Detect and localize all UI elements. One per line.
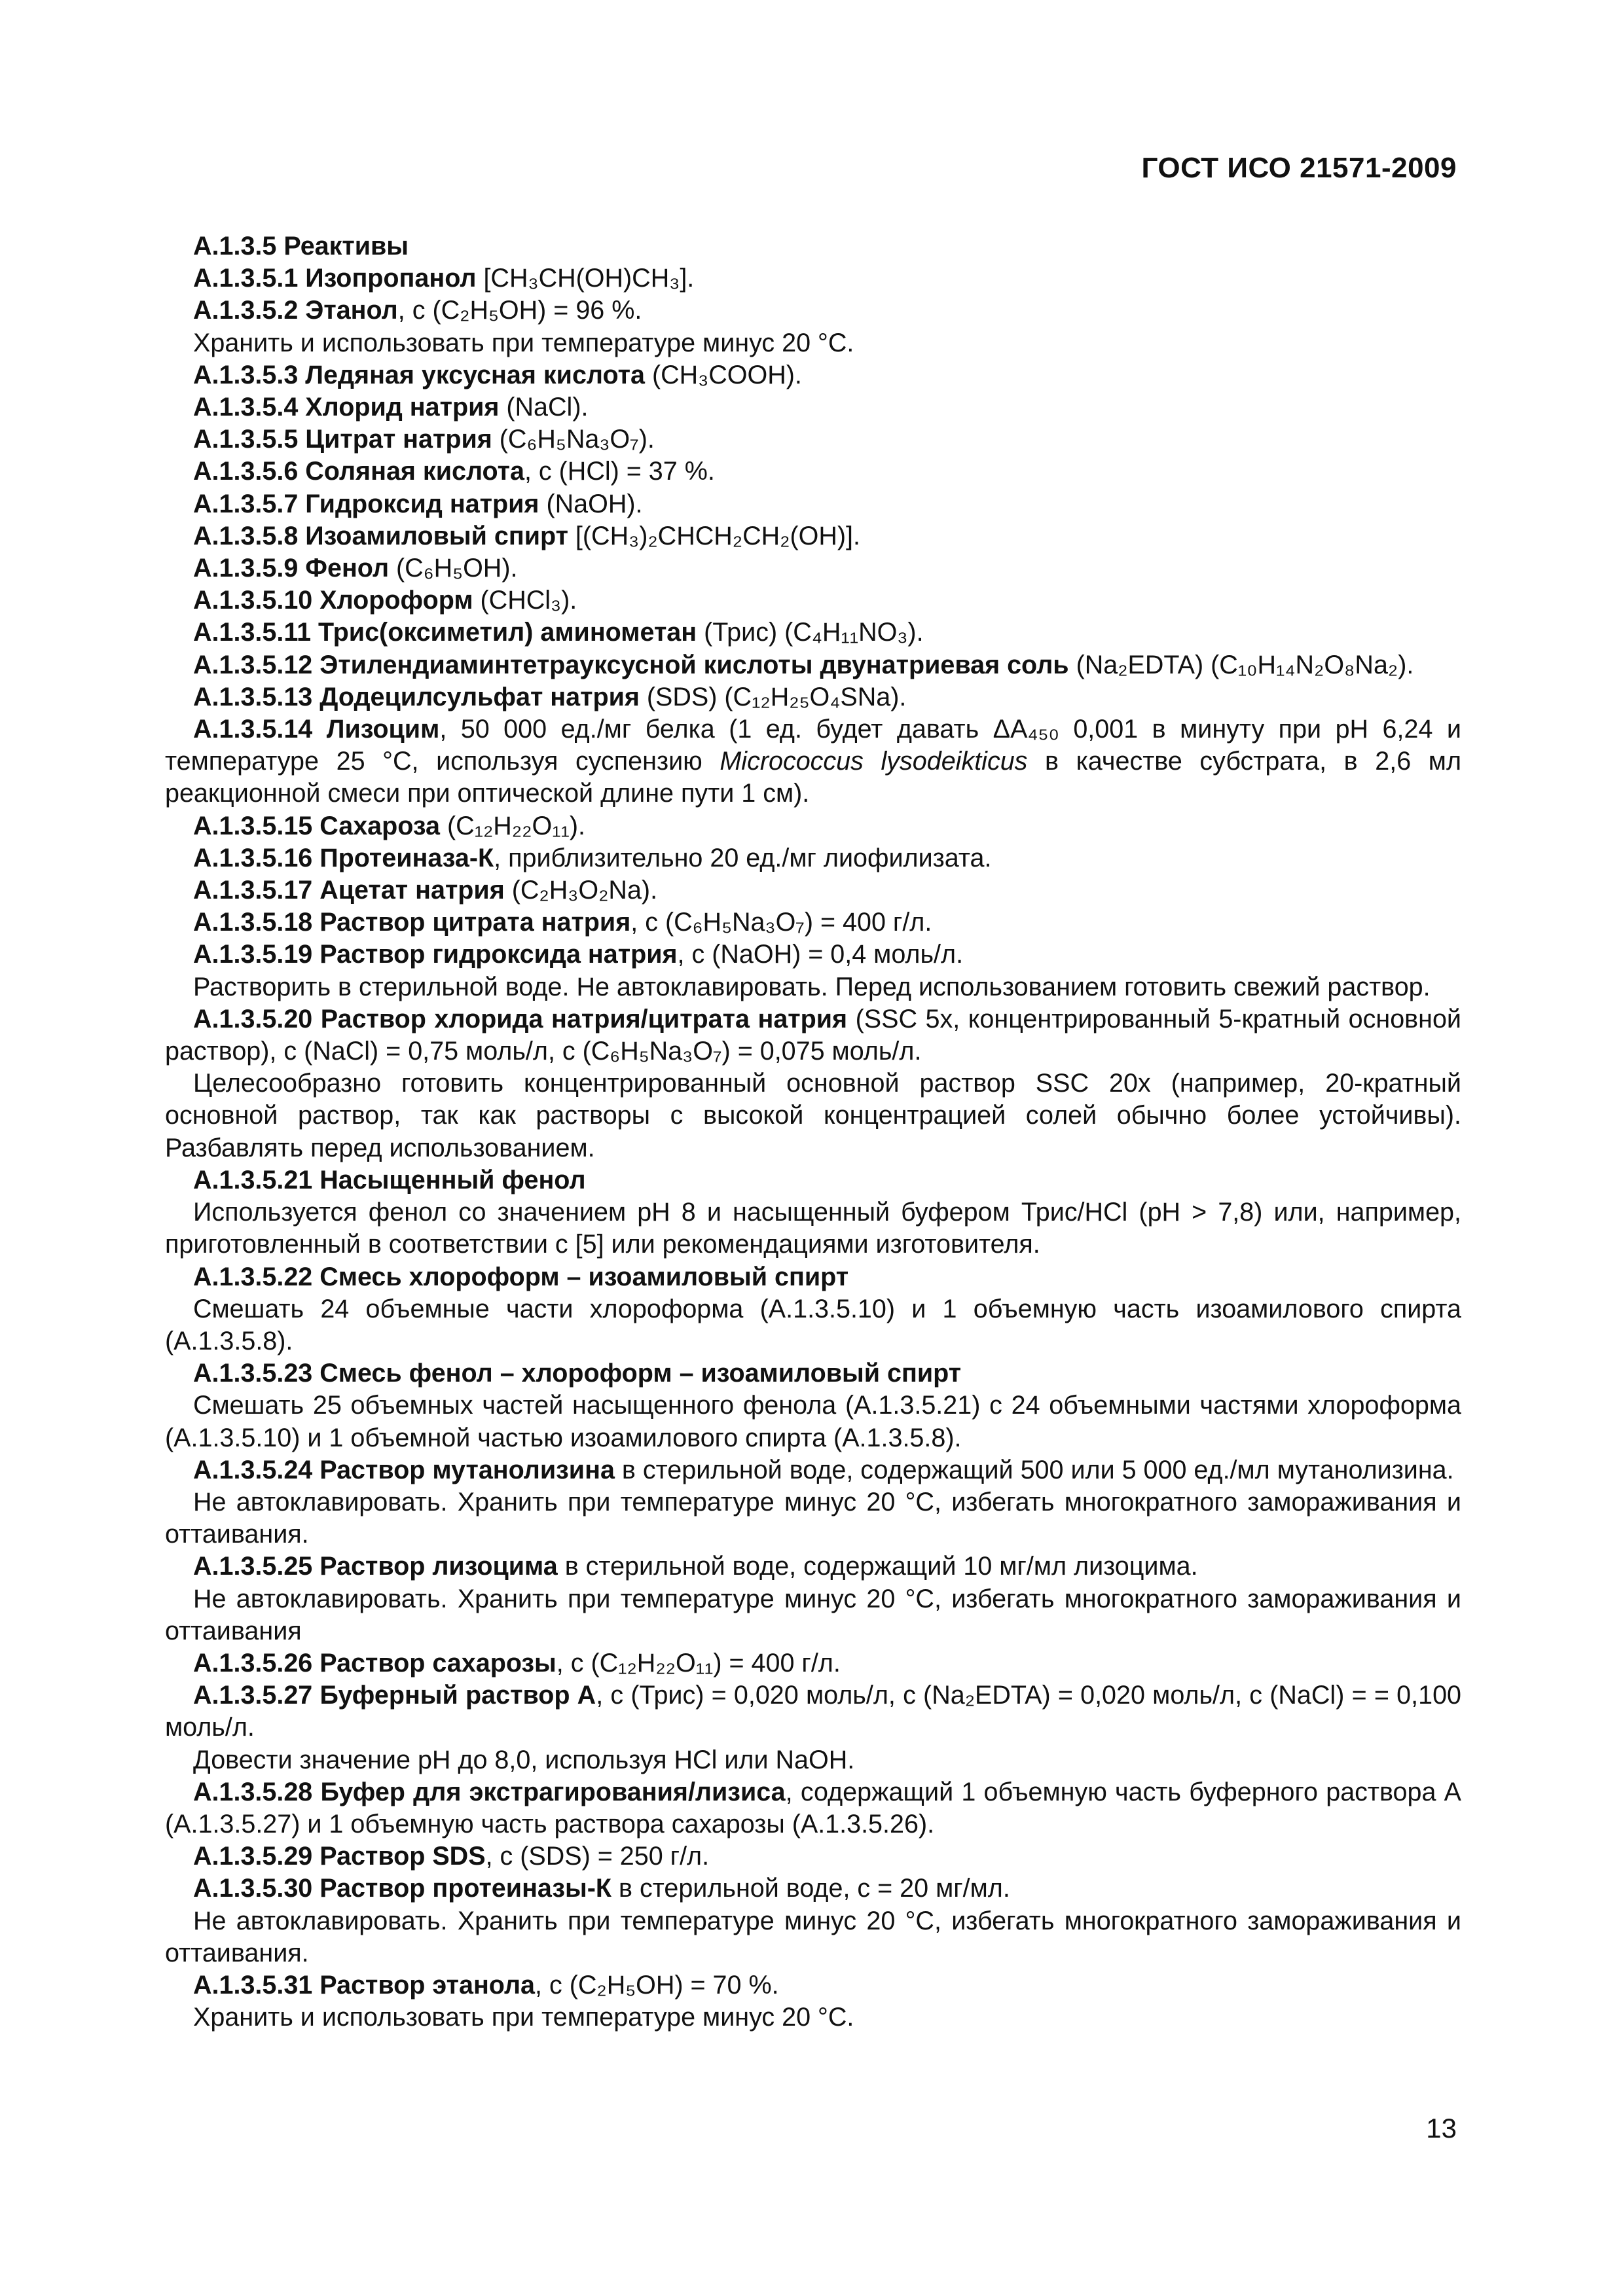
paragraph bbox=[165, 1905, 1461, 1969]
paragraph-text: Не автоклавировать. Хранить при температуре минус 20 °С, избегать многократного замораживания и оттаивания bbox=[165, 1584, 1461, 1645]
paragraph-heading: А.1.3.5.19 Раствор гидроксида натрия bbox=[193, 940, 678, 969]
paragraph bbox=[165, 1261, 1461, 1293]
paragraph bbox=[165, 1647, 1461, 1679]
paragraph bbox=[165, 874, 1461, 906]
paragraph-text: (C₂H₃O₂Na). bbox=[504, 876, 658, 905]
paragraph bbox=[165, 1969, 1461, 2001]
paragraph-text: (CHCl₃). bbox=[473, 586, 577, 615]
paragraph-text: , c (C₂H₅OH) = 96 %. bbox=[397, 296, 642, 325]
paragraph bbox=[165, 584, 1461, 617]
paragraph-heading: А.1.3.5.4 Хлорид натрия bbox=[193, 393, 500, 422]
paragraph-heading: А.1.3.5.11 Трис(оксиметил) аминометан bbox=[193, 618, 697, 647]
paragraph-text: , c (SDS) = 250 г/л. bbox=[485, 1842, 710, 1871]
paragraph-italic: Micrococcus lysodeikticus bbox=[720, 747, 1028, 776]
paragraph bbox=[165, 1873, 1461, 1905]
paragraph-text: , 50 000 ед./мг белка (1 ед. будет давать ΔA₄₅₀ 0,001 в минуту при рН 6,24 и температуре 25 °С, используя суспензию bbox=[165, 715, 1461, 776]
paragraph-text: Хранить и использовать при температуре минус 20 °С. bbox=[193, 328, 854, 357]
document-header: ГОСТ ИСО 21571-2009 bbox=[1141, 152, 1457, 184]
paragraph-text: в качестве субстрата, в 2,6 мл реакционной смеси при оптической длине пути 1 см). bbox=[165, 747, 1461, 808]
paragraph-heading: А.1.3.5.21 Насыщенный фенол bbox=[193, 1165, 586, 1194]
paragraph-text: Хранить и использовать при температуре минус 20 °С. bbox=[193, 2003, 854, 2032]
paragraph bbox=[165, 230, 1461, 262]
paragraph bbox=[165, 552, 1461, 584]
paragraph-heading: А.1.3.5.26 Раствор сахарозы bbox=[193, 1648, 556, 1677]
paragraph bbox=[165, 262, 1461, 295]
paragraph-text: , содержащий 1 объемную часть буферного раствора А (А.1.3.5.27) и 1 объемную часть раствора сахарозы (А.1.3.5.26). bbox=[165, 1777, 1462, 1839]
paragraph-heading: А.1.3.5.8 Изоамиловый спирт bbox=[193, 521, 568, 550]
paragraph-text: Смешать 24 объемные части хлороформа (А.1.3.5.10) и 1 объемную часть изоамилового спирта (А.1.3.5.8). bbox=[165, 1294, 1461, 1355]
paragraph bbox=[165, 1551, 1461, 1583]
paragraph bbox=[165, 1744, 1461, 1776]
paragraph bbox=[165, 842, 1461, 874]
paragraph-heading: А.1.3.5.18 Раствор цитрата натрия bbox=[193, 908, 631, 937]
paragraph bbox=[165, 810, 1461, 842]
paragraph bbox=[165, 1390, 1461, 1454]
paragraph-text: Довести значение рН до 8,0, используя HCl или NaOH. bbox=[193, 1745, 855, 1774]
paragraph-heading: А.1.3.5.17 Ацетат натрия bbox=[193, 876, 505, 905]
paragraph-text: [(CH₃)₂CHCH₂CH₂(OH)]. bbox=[568, 521, 861, 550]
paragraph-text: в стерильной воде, c = 20 мг/мл. bbox=[611, 1874, 1010, 1903]
paragraph-text: Растворить в стерильной воде. Не автоклавировать. Перед использованием готовить свежий раствор. bbox=[193, 972, 1431, 1001]
paragraph bbox=[165, 1067, 1461, 1164]
paragraph-heading: А.1.3.5.28 Буфер для экстрагирования/лизиса bbox=[193, 1777, 786, 1806]
paragraph-text: Не автоклавировать. Хранить при температуре минус 20 °С, избегать многократного замораживания и оттаивания. bbox=[165, 1906, 1461, 1967]
paragraph-heading: А.1.3.5.20 Раствор хлорида натрия/цитрата натрия bbox=[193, 1004, 848, 1033]
paragraph bbox=[165, 617, 1461, 649]
paragraph bbox=[165, 1293, 1461, 1357]
paragraph-heading: А.1.3.5.15 Сахароза bbox=[193, 811, 440, 840]
paragraph bbox=[165, 1196, 1461, 1261]
page-number: 13 bbox=[1426, 2113, 1457, 2144]
paragraph bbox=[165, 906, 1461, 939]
paragraph-text: Смешать 25 объемных частей насыщенного фенола (А.1.3.5.21) с 24 объемными частями хлороформа (А.1.3.5.10) и 1 объемной частью изоамилового спирта (А.1.3.5.8). bbox=[165, 1391, 1461, 1452]
paragraph bbox=[165, 1583, 1461, 1647]
paragraph-heading: А.1.3.5.2 Этанол bbox=[193, 296, 398, 325]
paragraph-heading: А.1.3.5 Реактивы bbox=[193, 232, 409, 260]
paragraph-heading: А.1.3.5.22 Смесь хлороформ – изоамиловый спирт bbox=[193, 1262, 849, 1291]
paragraph bbox=[165, 1357, 1461, 1390]
paragraph-heading: А.1.3.5.13 Додецилсульфат натрия bbox=[193, 682, 640, 711]
paragraph-text: , c (HCl) = 37 %. bbox=[524, 457, 715, 486]
paragraph-text: (NaCl). bbox=[499, 393, 589, 422]
paragraph-text: Целесообразно готовить концентрированный основной раствор SSC 20x (например, 20-кратный основной раствор, так как растворы с высокой концентрацией солей обычно более устойчивы). Разбавлять перед использованием. bbox=[165, 1069, 1461, 1162]
paragraph bbox=[165, 1454, 1461, 1486]
paragraph-text: , c (NaOH) = 0,4 моль/л. bbox=[677, 940, 964, 969]
paragraph-heading: А.1.3.5.16 Протеиназа-К bbox=[193, 843, 494, 872]
paragraph-heading: А.1.3.5.27 Буферный раствор А bbox=[193, 1681, 596, 1710]
paragraph-text: (SSC 5x, концентрированный 5-кратный основной раствор), c (NaCl) = 0,75 моль/л, c (C₆H₅Na₃O₇) = 0,075 моль/л. bbox=[165, 1004, 1462, 1066]
paragraph bbox=[165, 488, 1461, 520]
paragraph-heading: А.1.3.5.1 Изопропанол bbox=[193, 264, 477, 293]
paragraph-text: , приблизительно 20 ед./мг лиофилизата. bbox=[494, 843, 992, 872]
paragraph-heading: А.1.3.5.14 Лизоцим bbox=[193, 715, 440, 744]
paragraph bbox=[165, 1679, 1461, 1744]
paragraph-text: , c (C₁₂H₂₂O₁₁) = 400 г/л. bbox=[556, 1648, 841, 1677]
paragraph bbox=[165, 1003, 1461, 1067]
paragraph-heading: А.1.3.5.5 Цитрат натрия bbox=[193, 425, 492, 454]
paragraph-text: Не автоклавировать. Хранить при температуре минус 20 °С, избегать многократного замораживания и оттаивания. bbox=[165, 1487, 1461, 1549]
paragraph-text: (CH₃COOH). bbox=[644, 360, 802, 389]
paragraph-heading: А.1.3.5.3 Ледяная уксусная кислота bbox=[193, 360, 645, 389]
paragraph bbox=[165, 456, 1461, 488]
paragraph-text: (SDS) (C₁₂H₂₅O₄SNa). bbox=[639, 682, 907, 711]
paragraph-heading: А.1.3.5.7 Гидроксид натрия bbox=[193, 489, 539, 518]
paragraph-text: , c (Трис) = 0,020 моль/л, c (Na₂EDTA) = 0,020 моль/л, c (NaCl) = = 0,100 моль/л. bbox=[165, 1681, 1462, 1742]
paragraph bbox=[165, 520, 1461, 552]
paragraph bbox=[165, 971, 1461, 1003]
paragraph bbox=[165, 1840, 1461, 1873]
paragraph bbox=[165, 649, 1461, 681]
paragraph bbox=[165, 1486, 1461, 1551]
paragraph-heading: А.1.3.5.25 Раствор лизоцима bbox=[193, 1552, 558, 1581]
paragraph-text: (Трис) (C₄H₁₁NO₃). bbox=[697, 618, 924, 647]
paragraph-text: (C₆H₅Na₃O₇). bbox=[492, 425, 655, 454]
paragraph bbox=[165, 1164, 1461, 1196]
paragraph bbox=[165, 359, 1461, 391]
paragraph bbox=[165, 713, 1461, 810]
paragraph-text: , c (C₆H₅Na₃O₇) = 400 г/л. bbox=[630, 908, 932, 937]
paragraph-heading: А.1.3.5.24 Раствор мутанолизина bbox=[193, 1455, 615, 1484]
paragraph-text: в стерильной воде, содержащий 10 мг/мл лизоцима. bbox=[557, 1552, 1198, 1581]
paragraph-text: [CH₃CH(OH)CH₃]. bbox=[476, 264, 695, 293]
paragraph-text: (C₁₂H₂₂O₁₁). bbox=[439, 811, 585, 840]
paragraph-heading: А.1.3.5.10 Хлороформ bbox=[193, 586, 473, 615]
paragraph-heading: А.1.3.5.29 Раствор SDS bbox=[193, 1842, 486, 1871]
paragraph bbox=[165, 327, 1461, 359]
paragraph-text: , c (C₂H₅OH) = 70 %. bbox=[535, 1970, 779, 2000]
paragraph-text: в стерильной воде, содержащий 500 или 5 000 ед./мл мутанолизина. bbox=[614, 1455, 1454, 1484]
paragraph-heading: А.1.3.5.6 Соляная кислота bbox=[193, 457, 524, 486]
paragraph-text: (C₆H₅OH). bbox=[389, 554, 518, 583]
paragraph bbox=[165, 939, 1461, 971]
paragraph-heading: А.1.3.5.23 Смесь фенол – хлороформ – изоамиловый спирт bbox=[193, 1359, 962, 1388]
paragraph-heading: А.1.3.5.31 Раствор этанола bbox=[193, 1970, 536, 2000]
paragraph bbox=[165, 423, 1461, 456]
document-body bbox=[165, 230, 1461, 2034]
paragraph bbox=[165, 391, 1461, 423]
paragraph-heading: А.1.3.5.30 Раствор протеиназы-К bbox=[193, 1874, 612, 1903]
paragraph-text: (Na₂EDTA) (C₁₀H₁₄N₂O₈Na₂). bbox=[1068, 650, 1414, 679]
paragraph-heading: А.1.3.5.9 Фенол bbox=[193, 554, 390, 583]
paragraph-text: (NaOH). bbox=[539, 489, 643, 518]
paragraph-heading: А.1.3.5.12 Этилендиаминтетрауксусной кислоты двунатриевая соль bbox=[193, 650, 1069, 679]
paragraph bbox=[165, 2001, 1461, 2034]
paragraph bbox=[165, 295, 1461, 327]
paragraph bbox=[165, 681, 1461, 713]
paragraph-text: Используется фенол со значением рН 8 и насыщенный буфером Трис/HCl (рН > 7,8) или, например, приготовленный в соответствии с [5] или рекомендациями изготовителя. bbox=[165, 1198, 1461, 1259]
paragraph bbox=[165, 1776, 1461, 1840]
